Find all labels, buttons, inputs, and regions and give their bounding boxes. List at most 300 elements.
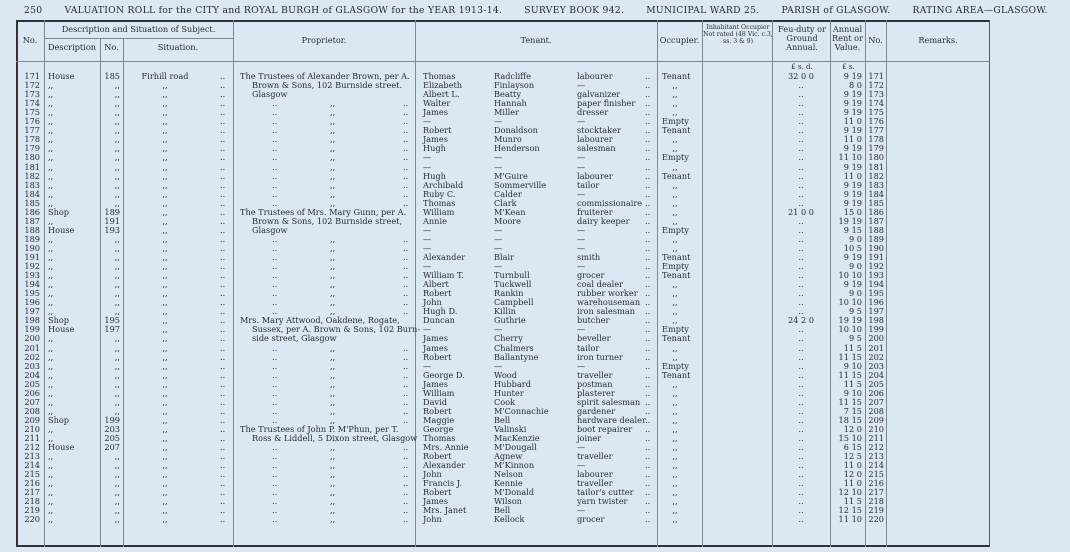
situation: ,, xyxy=(162,89,168,100)
occupier: ,, xyxy=(672,423,678,434)
tenant-occupation: dresser xyxy=(577,107,609,118)
entry-number-right: 171 xyxy=(868,71,884,81)
leader-dots: .. xyxy=(645,460,651,471)
feu-duty: .. xyxy=(798,324,804,335)
tenant-first-name: George xyxy=(423,423,454,434)
roll-title: VALUATION ROLL for the CITY and ROYAL BURGH of GLASGOW for the YEAR 1913-14. xyxy=(64,5,503,16)
house-number: ,, xyxy=(114,378,120,389)
leader-dots: .. xyxy=(645,369,651,380)
entry-number-right: 179 xyxy=(868,143,884,154)
occupier: ,, xyxy=(672,351,678,362)
tenant-occupation: tailor xyxy=(577,342,600,353)
leader-dots: .. xyxy=(645,252,651,262)
description: ,, xyxy=(48,197,54,208)
leader-dots: .. xyxy=(220,270,226,281)
proprietor: Mrs. Mary Attwood, Oakdene, Rogate, xyxy=(240,315,400,326)
ditto-mark: ,, xyxy=(330,252,336,262)
leader-dots: .. xyxy=(220,80,226,91)
situation: ,, xyxy=(162,80,168,91)
tenant-occupation: — xyxy=(577,224,586,235)
tenant-occupation: iron turner xyxy=(577,351,623,362)
annual-rent: 11 5 xyxy=(843,496,862,507)
feu-duty: .. xyxy=(798,161,804,172)
col-header-inhabitant: Inhabitant Occupier Not rated (48 Vic. c.3, ss. 3 & 9) xyxy=(703,24,773,45)
leader-dots: .. xyxy=(220,188,226,199)
occupier: Empty xyxy=(662,360,689,371)
tenant-first-name: Robert xyxy=(423,351,452,362)
feu-duty: .. xyxy=(798,116,804,127)
tenant-first-name: William xyxy=(423,387,455,398)
leader-dots: .. xyxy=(645,342,651,353)
entry-number-right: 183 xyxy=(868,179,884,190)
house-number: 207 xyxy=(104,442,120,453)
tenant-first-name: — xyxy=(423,224,432,235)
entry-number-right: 180 xyxy=(868,152,884,163)
leader-dots: .. xyxy=(403,378,409,389)
situation: ,, xyxy=(162,342,168,353)
tenant-surname: Blair xyxy=(494,252,515,262)
tenant-occupation: traveller xyxy=(577,369,613,380)
annual-rent: 9 19 xyxy=(843,197,862,208)
tenant-first-name: James xyxy=(423,496,448,507)
tenant-surname: Henderson xyxy=(494,143,540,154)
house-number: ,, xyxy=(114,134,120,145)
leader-dots: .. xyxy=(403,233,409,244)
proprietor: The Trustees of Mrs. Mary Gunn, per A. xyxy=(240,206,407,217)
occupier: ,, xyxy=(672,460,678,471)
leader-dots: .. xyxy=(403,98,409,109)
annual-rent: 9 15 xyxy=(843,224,862,235)
leader-dots: .. xyxy=(403,387,409,398)
description: ,, xyxy=(48,242,54,253)
tenant-surname: Ballantyne xyxy=(494,351,539,362)
survey-book: SURVEY BOOK 942. xyxy=(524,5,625,16)
feu-duty: .. xyxy=(798,378,804,389)
tenant-occupation: tailor xyxy=(577,179,600,190)
description: ,, xyxy=(48,478,54,489)
col-header-situation: Situation. xyxy=(157,42,199,52)
leader-dots: .. xyxy=(220,405,226,416)
description: House xyxy=(48,224,75,235)
entry-number-right: 204 xyxy=(868,369,884,380)
leader-dots: .. xyxy=(645,116,651,127)
leader-dots: .. xyxy=(272,378,278,389)
entry-number: 207 xyxy=(24,396,40,407)
tenant-surname: Cherry xyxy=(494,333,523,344)
tenant-occupation: postman xyxy=(577,378,613,389)
feu-duty: .. xyxy=(798,98,804,109)
ditto-mark: ,, xyxy=(330,306,336,317)
leader-dots: .. xyxy=(220,279,226,290)
entry-number: 194 xyxy=(24,279,40,290)
tenant-occupation: smith xyxy=(577,252,601,262)
leader-dots: .. xyxy=(272,188,278,199)
tenant-first-name: John xyxy=(423,469,442,480)
tenant-surname: Munro xyxy=(494,134,522,145)
occupier: ,, xyxy=(672,414,678,425)
proprietor: Glasgow xyxy=(252,224,288,235)
occupier: ,, xyxy=(672,405,678,416)
situation: ,, xyxy=(162,306,168,317)
occupier: ,, xyxy=(672,342,678,353)
tenant-first-name: John xyxy=(423,297,442,308)
house-number: ,, xyxy=(114,487,120,498)
leader-dots: .. xyxy=(645,206,651,217)
leader-dots: .. xyxy=(272,396,278,407)
leader-dots: .. xyxy=(645,315,651,326)
tenant-first-name: Robert xyxy=(423,451,452,462)
situation: ,, xyxy=(162,170,168,181)
tenant-first-name: — xyxy=(423,233,432,244)
tenant-surname: — xyxy=(494,261,503,272)
tenant-surname: — xyxy=(494,224,503,235)
leader-dots: .. xyxy=(403,442,409,453)
leader-dots: .. xyxy=(220,460,226,471)
situation: ,, xyxy=(162,188,168,199)
entry-number: 220 xyxy=(24,514,40,525)
entry-number-right: 178 xyxy=(868,134,884,145)
house-number: ,, xyxy=(114,288,120,299)
description: Shop xyxy=(48,414,70,425)
house-number: ,, xyxy=(114,306,120,317)
leader-dots: .. xyxy=(272,351,278,362)
description: ,, xyxy=(48,487,54,498)
entry-number-right: 173 xyxy=(868,89,884,100)
annual-rent: 11 0 xyxy=(843,478,862,489)
description: ,, xyxy=(48,423,54,434)
leader-dots: .. xyxy=(220,414,226,425)
ditto-mark: ,, xyxy=(330,414,336,425)
tenant-first-name: Hugh xyxy=(423,143,446,154)
tenant-first-name: Thomas xyxy=(423,71,456,81)
tenant-occupation: — xyxy=(577,460,586,471)
leader-dots: .. xyxy=(272,387,278,398)
description: ,, xyxy=(48,451,54,462)
tenant-occupation: fruiterer xyxy=(577,206,613,217)
leader-dots: .. xyxy=(645,487,651,498)
proprietor: Brown & Sons, 102 Burnside street, xyxy=(252,215,403,226)
tenant-first-name: — xyxy=(423,116,432,127)
annual-rent: 9 19 xyxy=(843,89,862,100)
occupier: Tenant xyxy=(662,252,691,262)
entry-number: 200 xyxy=(24,333,40,344)
leader-dots: .. xyxy=(645,125,651,136)
tenant-first-name: Archibald xyxy=(423,179,464,190)
situation: ,, xyxy=(162,442,168,453)
leader-dots: .. xyxy=(645,224,651,235)
situation: ,, xyxy=(162,360,168,371)
ditto-mark: ,, xyxy=(330,505,336,516)
house-number: 195 xyxy=(104,315,120,326)
description: ,, xyxy=(48,378,54,389)
leader-dots: .. xyxy=(272,505,278,516)
tenant-surname: Bell xyxy=(494,505,511,516)
occupier: ,, xyxy=(672,306,678,317)
leader-dots: .. xyxy=(403,351,409,362)
leader-dots: .. xyxy=(220,197,226,208)
leader-dots: .. xyxy=(272,179,278,190)
entry-number: 183 xyxy=(24,179,40,190)
description: ,, xyxy=(48,297,54,308)
leader-dots: .. xyxy=(272,496,278,507)
entry-number: 181 xyxy=(24,161,40,172)
feu-duty: .. xyxy=(798,451,804,462)
house-number: ,, xyxy=(114,496,120,507)
leader-dots: .. xyxy=(403,369,409,380)
occupier: ,, xyxy=(672,242,678,253)
leader-dots: .. xyxy=(645,442,651,453)
tenant-occupation: — xyxy=(577,505,586,516)
leader-dots: .. xyxy=(403,451,409,462)
entry-number: 209 xyxy=(24,414,40,425)
entry-number-right: 174 xyxy=(868,98,884,109)
feu-duty: .. xyxy=(798,252,804,262)
entry-number-right: 192 xyxy=(868,261,884,272)
feu-units: £ s. d. xyxy=(791,63,813,71)
leader-dots: .. xyxy=(403,496,409,507)
occupier: ,, xyxy=(672,514,678,525)
situation: ,, xyxy=(162,261,168,272)
column-rule xyxy=(886,20,887,547)
feu-duty: .. xyxy=(798,89,804,100)
leader-dots: .. xyxy=(272,261,278,272)
feu-duty: .. xyxy=(798,125,804,136)
leader-dots: .. xyxy=(272,233,278,244)
entry-number: 214 xyxy=(24,460,40,471)
situation: ,, xyxy=(162,369,168,380)
annual-rent: 9 10 xyxy=(843,387,862,398)
leader-dots: .. xyxy=(645,378,651,389)
leader-dots: .. xyxy=(645,469,651,480)
entry-number: 204 xyxy=(24,369,40,380)
description: ,, xyxy=(48,98,54,109)
col-header-occupier: Occupier. xyxy=(659,35,700,45)
leader-dots: .. xyxy=(220,496,226,507)
entry-number: 171 xyxy=(24,71,40,81)
col-header-no: No. xyxy=(22,35,38,45)
ditto-mark: ,, xyxy=(330,478,336,489)
description: ,, xyxy=(48,252,54,262)
house-number: ,, xyxy=(114,279,120,290)
occupier: ,, xyxy=(672,279,678,290)
tenant-surname: M'Guire xyxy=(494,170,528,181)
tenant-occupation: labourer xyxy=(577,134,613,145)
tenant-occupation: joiner xyxy=(577,433,602,443)
feu-duty: .. xyxy=(798,351,804,362)
entry-number: 187 xyxy=(24,215,40,226)
leader-dots: .. xyxy=(220,161,226,172)
house-number: ,, xyxy=(114,342,120,353)
tenant-surname: Kellock xyxy=(494,514,525,525)
tenant-occupation: paper finisher xyxy=(577,98,636,109)
tenant-occupation: beveller xyxy=(577,333,611,344)
leader-dots: .. xyxy=(645,143,651,154)
situation: ,, xyxy=(162,469,168,480)
entry-number-right: 196 xyxy=(868,297,884,308)
occupier: ,, xyxy=(672,80,678,91)
annual-rent: 9 19 xyxy=(843,279,862,290)
house-number: ,, xyxy=(114,170,120,181)
description: House xyxy=(48,324,75,335)
leader-dots: .. xyxy=(403,396,409,407)
leader-dots: .. xyxy=(220,152,226,163)
feu-duty: .. xyxy=(798,478,804,489)
occupier: ,, xyxy=(672,206,678,217)
situation: ,, xyxy=(162,315,168,326)
annual-rent: 11 0 xyxy=(843,460,862,471)
occupier: ,, xyxy=(672,433,678,443)
tenant-occupation: — xyxy=(577,161,586,172)
leader-dots: .. xyxy=(645,188,651,199)
tenant-first-name: — xyxy=(423,152,432,163)
house-number: ,, xyxy=(114,242,120,253)
tenant-occupation: labourer xyxy=(577,170,613,181)
tenant-occupation: labourer xyxy=(577,71,613,81)
occupier: Tenant xyxy=(662,333,691,344)
tenant-occupation: commissionaire xyxy=(577,197,643,208)
feu-duty: .. xyxy=(798,487,804,498)
feu-duty: 21 0 0 xyxy=(787,206,815,217)
entry-number: 188 xyxy=(24,224,40,235)
occupier: ,, xyxy=(672,451,678,462)
leader-dots: .. xyxy=(403,152,409,163)
leader-dots: .. xyxy=(220,451,226,462)
situation: ,, xyxy=(162,179,168,190)
annual-rent: 9 19 xyxy=(843,125,862,136)
entry-number-right: 190 xyxy=(868,242,884,253)
occupier: ,, xyxy=(672,478,678,489)
entry-number: 195 xyxy=(24,288,40,299)
ditto-mark: ,, xyxy=(330,342,336,353)
tenant-occupation: galvanizer xyxy=(577,89,621,100)
leader-dots: .. xyxy=(220,116,226,127)
tenant-occupation: stocktaker xyxy=(577,125,621,136)
feu-duty: .. xyxy=(798,224,804,235)
entry-number: 191 xyxy=(24,252,40,262)
leader-dots: .. xyxy=(645,152,651,163)
description: ,, xyxy=(48,360,54,371)
tenant-occupation: labourer xyxy=(577,469,613,480)
tenant-surname: Nelson xyxy=(494,469,524,480)
rent-units: £ s. xyxy=(842,63,855,71)
entry-number: 193 xyxy=(24,270,40,281)
leader-dots: .. xyxy=(272,369,278,380)
description: ,, xyxy=(48,369,54,380)
feu-duty: .. xyxy=(798,514,804,525)
leader-dots: .. xyxy=(272,414,278,425)
leader-dots: .. xyxy=(403,242,409,253)
annual-rent: 11 10 xyxy=(838,514,862,525)
page-header xyxy=(24,5,1070,16)
leader-dots: .. xyxy=(645,514,651,525)
proprietor: The Trustees of John P. M'Phun, per T. xyxy=(240,423,399,434)
entry-number: 198 xyxy=(24,315,40,326)
ditto-mark: ,, xyxy=(330,270,336,281)
tenant-surname: M'Connachie xyxy=(494,405,549,416)
leader-dots: .. xyxy=(272,98,278,109)
tenant-first-name: Hugh xyxy=(423,170,446,181)
leader-dots: .. xyxy=(272,360,278,371)
tenant-occupation: — xyxy=(577,360,586,371)
header-rule xyxy=(44,38,233,39)
entry-number: 202 xyxy=(24,351,40,362)
col-header-no-right: No. xyxy=(868,35,883,45)
entry-number-right: 194 xyxy=(868,279,884,290)
leader-dots: .. xyxy=(645,98,651,109)
tenant-first-name: Francis J. xyxy=(423,478,463,489)
leader-dots: .. xyxy=(645,360,651,371)
feu-duty: 32 0 0 xyxy=(787,71,815,81)
description: House xyxy=(48,442,75,453)
tenant-first-name: Ruby C. xyxy=(423,188,456,199)
situation: ,, xyxy=(162,514,168,525)
leader-dots: .. xyxy=(403,279,409,290)
tenant-first-name: Hugh D. xyxy=(423,306,458,317)
entry-number: 174 xyxy=(24,98,40,109)
ditto-mark: ,, xyxy=(330,387,336,398)
tenant-surname: — xyxy=(494,161,503,172)
leader-dots: .. xyxy=(645,107,651,118)
entry-number-right: 193 xyxy=(868,270,884,281)
entry-number: 192 xyxy=(24,261,40,272)
annual-rent: 10 5 xyxy=(843,242,862,253)
house-number: ,, xyxy=(114,333,120,344)
column-rule xyxy=(657,20,658,547)
entry-number-right: 199 xyxy=(868,324,884,335)
leader-dots: .. xyxy=(272,342,278,353)
tenant-first-name: Mrs. Janet xyxy=(423,505,467,516)
leader-dots: .. xyxy=(403,134,409,145)
leader-dots: .. xyxy=(645,197,651,208)
tenant-surname: M'Kean xyxy=(494,206,526,217)
leader-dots: .. xyxy=(220,134,226,145)
annual-rent: 12 15 xyxy=(838,505,862,516)
leader-dots: .. xyxy=(645,496,651,507)
feu-duty: .. xyxy=(798,143,804,154)
occupier: Empty xyxy=(662,261,689,272)
leader-dots: .. xyxy=(220,143,226,154)
feu-duty: .. xyxy=(798,333,804,344)
entry-number-right: 184 xyxy=(868,188,884,199)
situation: ,, xyxy=(162,215,168,226)
house-number: ,, xyxy=(114,197,120,208)
situation: ,, xyxy=(162,152,168,163)
ditto-mark: ,, xyxy=(330,233,336,244)
situation: Firhill road xyxy=(141,71,189,81)
leader-dots: .. xyxy=(645,279,651,290)
tenant-surname: Calder xyxy=(494,188,522,199)
feu-duty: .. xyxy=(798,107,804,118)
house-number: ,, xyxy=(114,98,120,109)
tenant-occupation: grocer xyxy=(577,514,605,525)
tenant-occupation: traveller xyxy=(577,451,613,462)
entry-number: 185 xyxy=(24,197,40,208)
annual-rent: 6 15 xyxy=(843,442,862,453)
leader-dots: .. xyxy=(645,351,651,362)
entry-number: 177 xyxy=(24,125,40,136)
leader-dots: .. xyxy=(272,514,278,525)
description: ,, xyxy=(48,460,54,471)
feu-duty: .. xyxy=(798,152,804,163)
leader-dots: .. xyxy=(645,71,651,81)
annual-rent: 9 19 xyxy=(843,179,862,190)
tenant-surname: Agnew xyxy=(494,451,523,462)
house-number: ,, xyxy=(114,405,120,416)
leader-dots: .. xyxy=(272,270,278,281)
tenant-surname: Donaldson xyxy=(494,125,538,136)
leader-dots: .. xyxy=(272,252,278,262)
tenant-first-name: — xyxy=(423,360,432,371)
